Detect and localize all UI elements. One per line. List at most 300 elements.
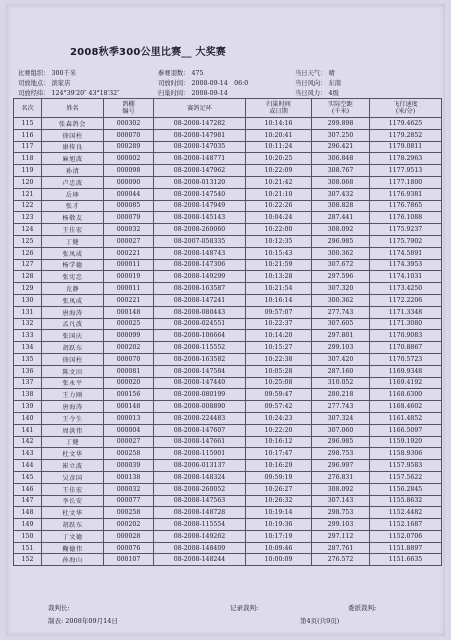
- rank-header: 名次: [14, 99, 42, 118]
- loft-id-cell: 000025: [104, 318, 154, 330]
- table-row: [14, 353, 442, 365]
- arrival-cell: 10:21:59: [246, 259, 312, 271]
- speed-cell: 1168.4602: [370, 401, 442, 413]
- rank-cell: 123: [14, 212, 42, 224]
- name-cell: 张国庆: [42, 330, 104, 342]
- rank-cell: 139: [14, 401, 42, 413]
- name-cell: 张才: [42, 200, 104, 212]
- arrival-cell: 10:15:27: [246, 342, 312, 354]
- loft-id-cell: 000032: [104, 483, 154, 495]
- table-row: [14, 542, 442, 554]
- ring-cell: 08-2008-147540: [154, 188, 246, 200]
- loft-id-cell: 000289: [104, 141, 154, 153]
- arrival-cell: 10:24:23: [246, 412, 312, 424]
- name-cell: 杨敬友: [42, 212, 104, 224]
- speed-cell: 1166.5097: [370, 424, 442, 436]
- distance-cell: 296.997: [312, 460, 370, 472]
- arrival-cell: 10:12:35: [246, 235, 312, 247]
- rank-cell: 148: [14, 507, 42, 519]
- loft-id-cell: 000027: [104, 235, 154, 247]
- speed-header: 飞行速度 (米/分): [370, 99, 442, 118]
- distance-cell: 307.320: [312, 283, 370, 295]
- table-body: [14, 118, 442, 566]
- distance-cell: 308.068: [312, 176, 370, 188]
- rank-cell: 129: [14, 283, 42, 295]
- table-row: [14, 436, 442, 448]
- speed-cell: 1179.0811: [370, 141, 442, 153]
- entries-info: [158, 68, 204, 77]
- loft-id-cell: 000027: [104, 436, 154, 448]
- speed-cell: 1177.1800: [370, 176, 442, 188]
- ring-cell: 08-2008-147241: [154, 294, 246, 306]
- speed-cell: 1176.9381: [370, 188, 442, 200]
- speed-cell: 1161.4852: [370, 412, 442, 424]
- name-cell: 吴彦国: [42, 471, 104, 483]
- distance-cell: 308.092: [312, 224, 370, 236]
- table-row: [14, 495, 442, 507]
- ring-cell: 08-2008-147440: [154, 377, 246, 389]
- ring-cell: 08-2008-147949: [154, 200, 246, 212]
- maker-label: 制表:: [48, 617, 64, 625]
- return-time-value: 2008-09-14: [191, 90, 228, 97]
- distance-cell: 277.743: [312, 401, 370, 413]
- distance-cell: 276.831: [312, 471, 370, 483]
- loft-id-cell: 000013: [104, 412, 154, 424]
- distance-cell: 298.753: [312, 448, 370, 460]
- distance-cell: 308.092: [312, 483, 370, 495]
- arrival-cell: 10:17:19: [246, 530, 312, 542]
- arrival-cell: 10:04:24: [246, 212, 312, 224]
- name-cell: 徐国柱: [42, 353, 104, 365]
- rank-cell: 131: [14, 306, 42, 318]
- distance-cell: 297.112: [312, 530, 370, 542]
- table-row: [14, 448, 442, 460]
- speed-cell: 1174.1031: [370, 271, 442, 283]
- loft-id-cell: 000081: [104, 365, 154, 377]
- distance-header: 实际空距 (千米): [312, 99, 370, 118]
- release-time-value: 2008-09-14 06:0: [191, 80, 249, 87]
- speed-cell: 1157.5622: [370, 471, 442, 483]
- speed-cell: 1157.9583: [370, 460, 442, 472]
- speed-cell: 1171.3348: [370, 306, 442, 318]
- ring-cell: 08-2008-148409: [154, 542, 246, 554]
- distance-cell: 296.985: [312, 436, 370, 448]
- loft-id-cell: 000039: [104, 460, 154, 472]
- arrival-cell: 10:25:08: [246, 377, 312, 389]
- ring-cell: 08-2008-148324: [154, 471, 246, 483]
- rank-cell: 137: [14, 377, 42, 389]
- speed-cell: 1156.2845: [370, 483, 442, 495]
- rank-cell: 122: [14, 200, 42, 212]
- speed-cell: 1176.7865: [370, 200, 442, 212]
- table-row: [14, 365, 442, 377]
- distance-cell: 307.250: [312, 129, 370, 141]
- maker-info: [48, 616, 118, 625]
- ring-cell: 08-2008-008890: [154, 401, 246, 413]
- table-row: [14, 188, 442, 200]
- rank-cell: 115: [14, 118, 42, 130]
- rank-cell: 124: [14, 224, 42, 236]
- loft-id-cell: 000011: [104, 259, 154, 271]
- distance-cell: 296.985: [312, 235, 370, 247]
- rank-cell: 146: [14, 483, 42, 495]
- table-row: [14, 342, 442, 354]
- name-cell: 孟凡波: [42, 318, 104, 330]
- loft-id-cell: 000079: [104, 212, 154, 224]
- name-cell: 孙清: [42, 165, 104, 177]
- arrival-cell: 10:21:54: [246, 283, 312, 295]
- title-suffix: 大奖赛: [195, 47, 227, 58]
- arrival-cell: 10:05:28: [246, 365, 312, 377]
- weather-label: 当日天气：: [295, 70, 327, 77]
- arrival-cell: 10:22:20: [246, 424, 312, 436]
- speed-cell: 1174.3953: [370, 259, 442, 271]
- name-cell: 张森鸽会: [42, 118, 104, 130]
- speed-cell: 1155.8632: [370, 495, 442, 507]
- ring-cell: 08-2006-013137: [154, 460, 246, 472]
- rank-cell: 141: [14, 424, 42, 436]
- name-cell: 杜文华: [42, 507, 104, 519]
- arrival-cell: 10:22:37: [246, 318, 312, 330]
- loft-id-cell: 000148: [104, 401, 154, 413]
- speed-cell: 1178.2963: [370, 153, 442, 165]
- table-row: [14, 554, 442, 566]
- ring-cell: 08-2008-080199: [154, 389, 246, 401]
- arrival-cell: 10:16:12: [246, 436, 312, 448]
- loft-id-cell: 000107: [104, 554, 154, 566]
- rank-cell: 140: [14, 412, 42, 424]
- release-time-info: [158, 78, 248, 87]
- loft-id-cell: 000221: [104, 294, 154, 306]
- arrival-cell: 10:21:10: [246, 188, 312, 200]
- distance-cell: 307.060: [312, 424, 370, 436]
- arrival-cell: 10:00:09: [246, 554, 312, 566]
- name-cell: 岳坤: [42, 188, 104, 200]
- return-time-label: 归巢时间：: [158, 90, 190, 97]
- ring-cell: 08-2008-147584: [154, 365, 246, 377]
- loft-id-cell: 000221: [104, 247, 154, 259]
- ring-cell: 08-2008-115554: [154, 519, 246, 531]
- loft-id-header: 鸽棚 编号: [104, 99, 154, 118]
- rank-cell: 135: [14, 353, 42, 365]
- table-row: [14, 377, 442, 389]
- speed-cell: 1175.9237: [370, 224, 442, 236]
- name-cell: 徐国柱: [42, 129, 104, 141]
- loft-id-cell: 000090: [104, 176, 154, 188]
- table-row: [14, 389, 442, 401]
- release-time-label: 司放时间：: [158, 80, 190, 87]
- arrival-cell: 10:09:46: [246, 542, 312, 554]
- rank-cell: 149: [14, 519, 42, 531]
- speed-cell: 1170.5723: [370, 353, 442, 365]
- page-number: 第4页(共9页): [300, 617, 340, 625]
- release-place-info: [18, 78, 70, 87]
- rank-cell: 152: [14, 554, 42, 566]
- committee-label: 委派裁判:: [348, 604, 377, 612]
- name-cell: 丁文德: [42, 530, 104, 542]
- distance-cell: 307.432: [312, 188, 370, 200]
- rank-cell: 133: [14, 330, 42, 342]
- ring-cell: 08-2008-147306: [154, 259, 246, 271]
- distance-cell: 307.143: [312, 495, 370, 507]
- distance-cell: 280.218: [312, 389, 370, 401]
- ring-cell: 08-2008-147282: [154, 118, 246, 130]
- header-row: [14, 99, 442, 118]
- wind-force-label: 当日风力：: [295, 90, 327, 97]
- distance-cell: 306.848: [312, 153, 370, 165]
- rank-cell: 119: [14, 165, 42, 177]
- ring-cell: 08-2008-148771: [154, 153, 246, 165]
- loft-id-cell: 000098: [104, 165, 154, 177]
- rank-cell: 118: [14, 153, 42, 165]
- distance-cell: 299.898: [312, 118, 370, 130]
- coords-label: 司放经纬：: [18, 90, 50, 97]
- arrival-cell: 10:19:14: [246, 507, 312, 519]
- loft-id-cell: 000148: [104, 306, 154, 318]
- ring-cell: 08-2008-163582: [154, 353, 246, 365]
- table-row: [14, 294, 442, 306]
- arrival-cell: 09:57:07: [246, 306, 312, 318]
- title-main: 2008秋季300公里比赛: [70, 47, 182, 58]
- name-cell: 王佳宏: [42, 224, 104, 236]
- arrival-cell: 10:21:42: [246, 176, 312, 188]
- name-cell: 王令生: [42, 412, 104, 424]
- table-row: [14, 200, 442, 212]
- rank-cell: 126: [14, 247, 42, 259]
- name-cell: 张凤成: [42, 294, 104, 306]
- speed-cell: 1179.4625: [370, 118, 442, 130]
- ring-cell: 08-2008-148244: [154, 554, 246, 566]
- table-row: [14, 271, 442, 283]
- arrival-cell: 10:15:43: [246, 247, 312, 259]
- table-row: [14, 118, 442, 130]
- loft-id-cell: 000202: [104, 342, 154, 354]
- distance-cell: 308.767: [312, 165, 370, 177]
- org-value: 300千米: [51, 70, 77, 77]
- loft-id-cell: 000258: [104, 448, 154, 460]
- loft-id-cell: 000004: [104, 424, 154, 436]
- arrival-cell: 10:22:09: [246, 165, 312, 177]
- table-row: [14, 306, 442, 318]
- weather-info: [295, 68, 335, 77]
- rank-cell: 136: [14, 365, 42, 377]
- speed-cell: 1176.1088: [370, 212, 442, 224]
- ring-cell: 08-2008-147962: [154, 165, 246, 177]
- distance-cell: 297.596: [312, 271, 370, 283]
- rank-cell: 130: [14, 294, 42, 306]
- speed-cell: 1175.7902: [370, 235, 442, 247]
- loft-id-cell: 000070: [104, 353, 154, 365]
- ring-cell: 08-2008-147035: [154, 141, 246, 153]
- distance-cell: 300.362: [312, 294, 370, 306]
- table-row: [14, 176, 442, 188]
- return-time-info: [158, 88, 228, 97]
- loft-id-cell: 000076: [104, 542, 154, 554]
- distance-cell: 300.362: [312, 247, 370, 259]
- speed-cell: 1168.6300: [370, 389, 442, 401]
- loft-id-cell: 000202: [104, 519, 154, 531]
- results-table: [13, 98, 442, 566]
- speed-cell: 1152.0706: [370, 530, 442, 542]
- table-row: [14, 129, 442, 141]
- release-place-label: 司放地点：: [18, 80, 50, 87]
- recorder-label: 记录裁判:: [230, 604, 259, 612]
- table-row: [14, 401, 442, 413]
- arrival-cell: 10:14:16: [246, 118, 312, 130]
- table-row: [14, 212, 442, 224]
- loft-id-cell: 000044: [104, 188, 154, 200]
- rank-cell: 117: [14, 141, 42, 153]
- table-row: [14, 141, 442, 153]
- name-cell: 杨学德: [42, 259, 104, 271]
- wind-force-info: [295, 88, 339, 97]
- name-cell: 克静: [42, 283, 104, 295]
- ring-cell: 08-2008-260052: [154, 483, 246, 495]
- name-header: 姓名: [42, 99, 104, 118]
- rank-cell: 142: [14, 436, 42, 448]
- table-row: [14, 460, 442, 472]
- entries-label: 参赛羽数：: [158, 70, 190, 77]
- name-cell: 鞠德伟: [42, 542, 104, 554]
- name-cell: 丁健: [42, 436, 104, 448]
- ring-cell: 08-2008-149299: [154, 271, 246, 283]
- wind-dir-value: 东南: [328, 80, 342, 87]
- rank-cell: 116: [14, 129, 42, 141]
- distance-cell: 297.801: [312, 330, 370, 342]
- ring-cell: 08-2008-147981: [154, 129, 246, 141]
- table-row: [14, 259, 442, 271]
- name-cell: 康传良: [42, 141, 104, 153]
- distance-cell: 310.052: [312, 377, 370, 389]
- name-cell: 卢忠波: [42, 176, 104, 188]
- distance-cell: 287.761: [312, 542, 370, 554]
- arrival-cell: 10:26:32: [246, 495, 312, 507]
- coords-value: 124°39′20″ 43°18′32″: [51, 90, 120, 97]
- rank-cell: 143: [14, 448, 42, 460]
- rank-cell: 127: [14, 259, 42, 271]
- loft-id-cell: 000002: [104, 153, 154, 165]
- table-row: [14, 530, 442, 542]
- rank-cell: 144: [14, 460, 42, 472]
- loft-id-cell: 000020: [104, 377, 154, 389]
- rank-cell: 151: [14, 542, 42, 554]
- speed-cell: 1151.8897: [370, 542, 442, 554]
- rank-cell: 132: [14, 318, 42, 330]
- loft-id-cell: 000011: [104, 283, 154, 295]
- speed-cell: 1172.2206: [370, 294, 442, 306]
- arrival-cell: 10:22:00: [246, 224, 312, 236]
- speed-cell: 1177.9513: [370, 165, 442, 177]
- table-row: [14, 519, 442, 531]
- loft-id-cell: 000028: [104, 530, 154, 542]
- loft-id-cell: 000070: [104, 129, 154, 141]
- ring-cell: 08-2008-013120: [154, 176, 246, 188]
- arrival-cell: 10:19:36: [246, 519, 312, 531]
- distance-cell: 287.441: [312, 212, 370, 224]
- table-row: [14, 247, 442, 259]
- speed-cell: 1152.1687: [370, 519, 442, 531]
- loft-id-cell: 000077: [104, 495, 154, 507]
- release-place-value: 滨家店: [51, 80, 71, 87]
- loft-id-cell: 000302: [104, 118, 154, 130]
- table-row: [14, 412, 442, 424]
- arrival-cell: 10:17:47: [246, 448, 312, 460]
- speed-cell: 1179.2852: [370, 129, 442, 141]
- ring-cell: 08-2008-149262: [154, 530, 246, 542]
- arrival-cell: 09:59:47: [246, 389, 312, 401]
- loft-id-cell: 000258: [104, 507, 154, 519]
- distance-cell: 298.753: [312, 507, 370, 519]
- arrival-cell: 10:20:41: [246, 129, 312, 141]
- rank-cell: 150: [14, 530, 42, 542]
- distance-cell: 308.828: [312, 200, 370, 212]
- ring-cell: 08-2008-148743: [154, 247, 246, 259]
- distance-cell: 299.103: [312, 519, 370, 531]
- speed-cell: 1170.8867: [370, 342, 442, 354]
- table-row: [14, 318, 442, 330]
- speed-cell: 1152.4482: [370, 507, 442, 519]
- distance-cell: 277.743: [312, 306, 370, 318]
- speed-cell: 1174.5891: [370, 247, 442, 259]
- name-cell: 杜文华: [42, 448, 104, 460]
- table-row: [14, 235, 442, 247]
- name-cell: 孙海山: [42, 554, 104, 566]
- ring-cell: 08-2008-106664: [154, 330, 246, 342]
- table-row: [14, 483, 442, 495]
- loft-id-cell: 000099: [104, 330, 154, 342]
- name-cell: 张宪忠: [42, 271, 104, 283]
- org-label: 比赛组织：: [18, 70, 50, 77]
- table-row: [14, 330, 442, 342]
- rank-cell: 145: [14, 471, 42, 483]
- ring-cell: 08-2008-147661: [154, 436, 246, 448]
- ring-cell: 08-2008-147607: [154, 424, 246, 436]
- ring-cell: 08-2008-145143: [154, 212, 246, 224]
- speed-cell: 1173.4250: [370, 283, 442, 295]
- ring-cell: 08-2008-115552: [154, 342, 246, 354]
- rank-cell: 121: [14, 188, 42, 200]
- ring-cell: 08-2007-058335: [154, 235, 246, 247]
- distance-cell: 307.605: [312, 318, 370, 330]
- ring-cell: 08-2008-224483: [154, 412, 246, 424]
- document-title: 2008秋季300公里比赛__ 大奖赛: [70, 47, 227, 58]
- arrival-cell: 10:16:14: [246, 294, 312, 306]
- speed-cell: 1169.9348: [370, 365, 442, 377]
- name-cell: 周洪伟: [42, 424, 104, 436]
- speed-cell: 1151.6635: [370, 554, 442, 566]
- loft-id-cell: 000156: [104, 389, 154, 401]
- weather-value: 晴: [328, 70, 335, 77]
- ring-header: 赛鸽足环: [154, 99, 246, 118]
- ring-cell: 08-2008-147563: [154, 495, 246, 507]
- name-cell: 张永平: [42, 377, 104, 389]
- name-cell: 麻旭波: [42, 153, 104, 165]
- entries-value: 475: [191, 70, 204, 77]
- loft-id-cell: 000085: [104, 200, 154, 212]
- rank-cell: 125: [14, 235, 42, 247]
- ring-cell: 08-2008-080443: [154, 306, 246, 318]
- ring-cell: 08-2008-024551: [154, 318, 246, 330]
- name-cell: 胡跃东: [42, 342, 104, 354]
- arrival-cell: 10:11:24: [246, 141, 312, 153]
- name-cell: 张凤成: [42, 247, 104, 259]
- arrival-cell: 10:16:29: [246, 460, 312, 472]
- table-row: [14, 153, 442, 165]
- arrival-cell: 09:57:42: [246, 401, 312, 413]
- distance-cell: 296.421: [312, 141, 370, 153]
- distance-cell: 299.103: [312, 342, 370, 354]
- distance-cell: 307.324: [312, 412, 370, 424]
